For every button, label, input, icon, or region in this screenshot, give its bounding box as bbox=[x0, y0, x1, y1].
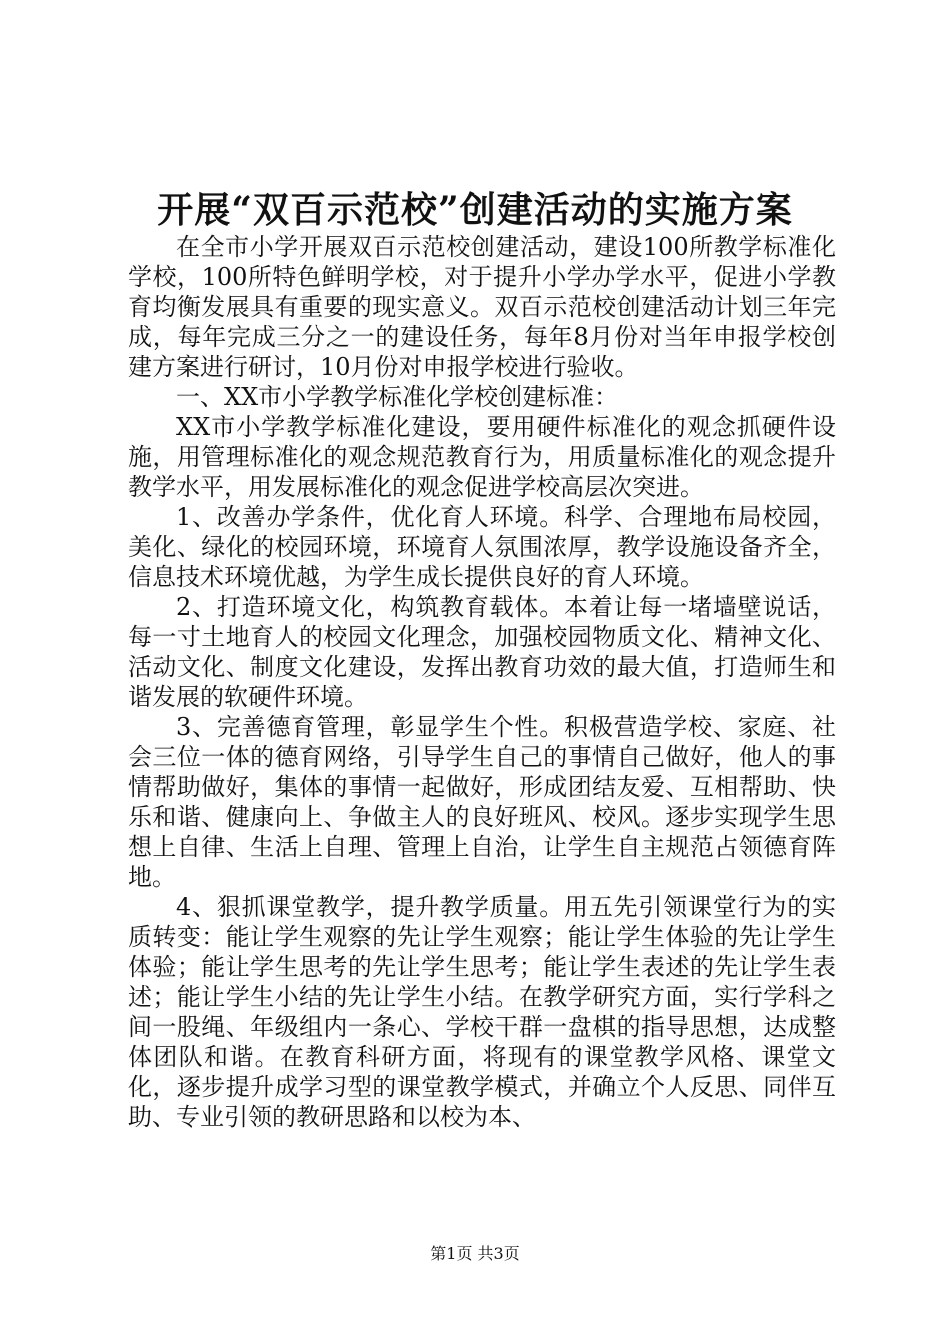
paragraph-item-4: 4、狠抓课堂教学，提升教学质量。用五先引领课堂行为的实质转变：能让学生观察的先让学生观察；能让学生体验的先让学生体验；能让学生思考的先让学生思考；能让学生表述的先让学生表述；能让学生小结的先让学生小结。在教学研究方面，实行学科之间一股绳、年级组内一条心、学校干群一盘棋的指导思想，达成整体团队和谐。在教育科研方面，将现有的课堂教学风格、课堂文化，逐步提升成学习型的课堂教学模式，并确立个人反思、同伴互助、专业引领的教研思路和以校为本、 bbox=[128, 893, 836, 1131]
paragraph-standard-overview: XX市小学教学标准化建设，要用硬件标准化的观念抓硬件设施，用管理标准化的观念规范教育行为，用质量标准化的观念提升教学水平，用发展标准化的观念促进学校高层次突进。 bbox=[128, 413, 836, 501]
page-footer: 第1页 共3页 bbox=[430, 1244, 520, 1263]
document-body bbox=[128, 232, 836, 1132]
paragraph-item-1: 1、改善办学条件，优化育人环境。科学、合理地布局校园，美化、绿化的校园环境，环境育人氛围浓厚，教学设施设备齐全，信息技术环境优越，为学生成长提供良好的育人环境。 bbox=[128, 503, 836, 591]
paragraph-section-heading: 一、XX市小学教学标准化学校创建标准： bbox=[176, 383, 619, 411]
paragraph-item-3: 3、完善德育管理，彰显学生个性。积极营造学校、家庭、社会三位一体的德育网络，引导学生自己的事情自己做好，他人的事情帮助做好，集体的事情一起做好，形成团结友爱、互相帮助、快乐和谐、健康向上、争做主人的良好班风、校风。逐步实现学生思想上自律、生活上自理、管理上自治，让学生自主规范占领德育阵地。 bbox=[128, 713, 836, 891]
paragraph-intro: 在全市小学开展双百示范校创建活动，建设100所教学标准化学校，100所特色鲜明学校，对于提升小学办学水平，促进小学教育均衡发展具有重要的现实意义。双百示范校创建活动计划三年完成，每年完成三分之一的建设任务，每年8月份对当年申报学校创建方案进行研讨，10月份对申报学校进行验收。 bbox=[128, 233, 836, 381]
document-title: 开展“双百示范校”创建活动的实施方案 bbox=[157, 189, 793, 231]
paragraph-item-2: 2、打造环境文化，构筑教育载体。本着让每一堵墙壁说话，每一寸土地育人的校园文化理念，加强校园物质文化、精神文化、活动文化、制度文化建设，发挥出教育功效的最大值，打造师生和谐发展的软硬件环境。 bbox=[128, 593, 836, 711]
